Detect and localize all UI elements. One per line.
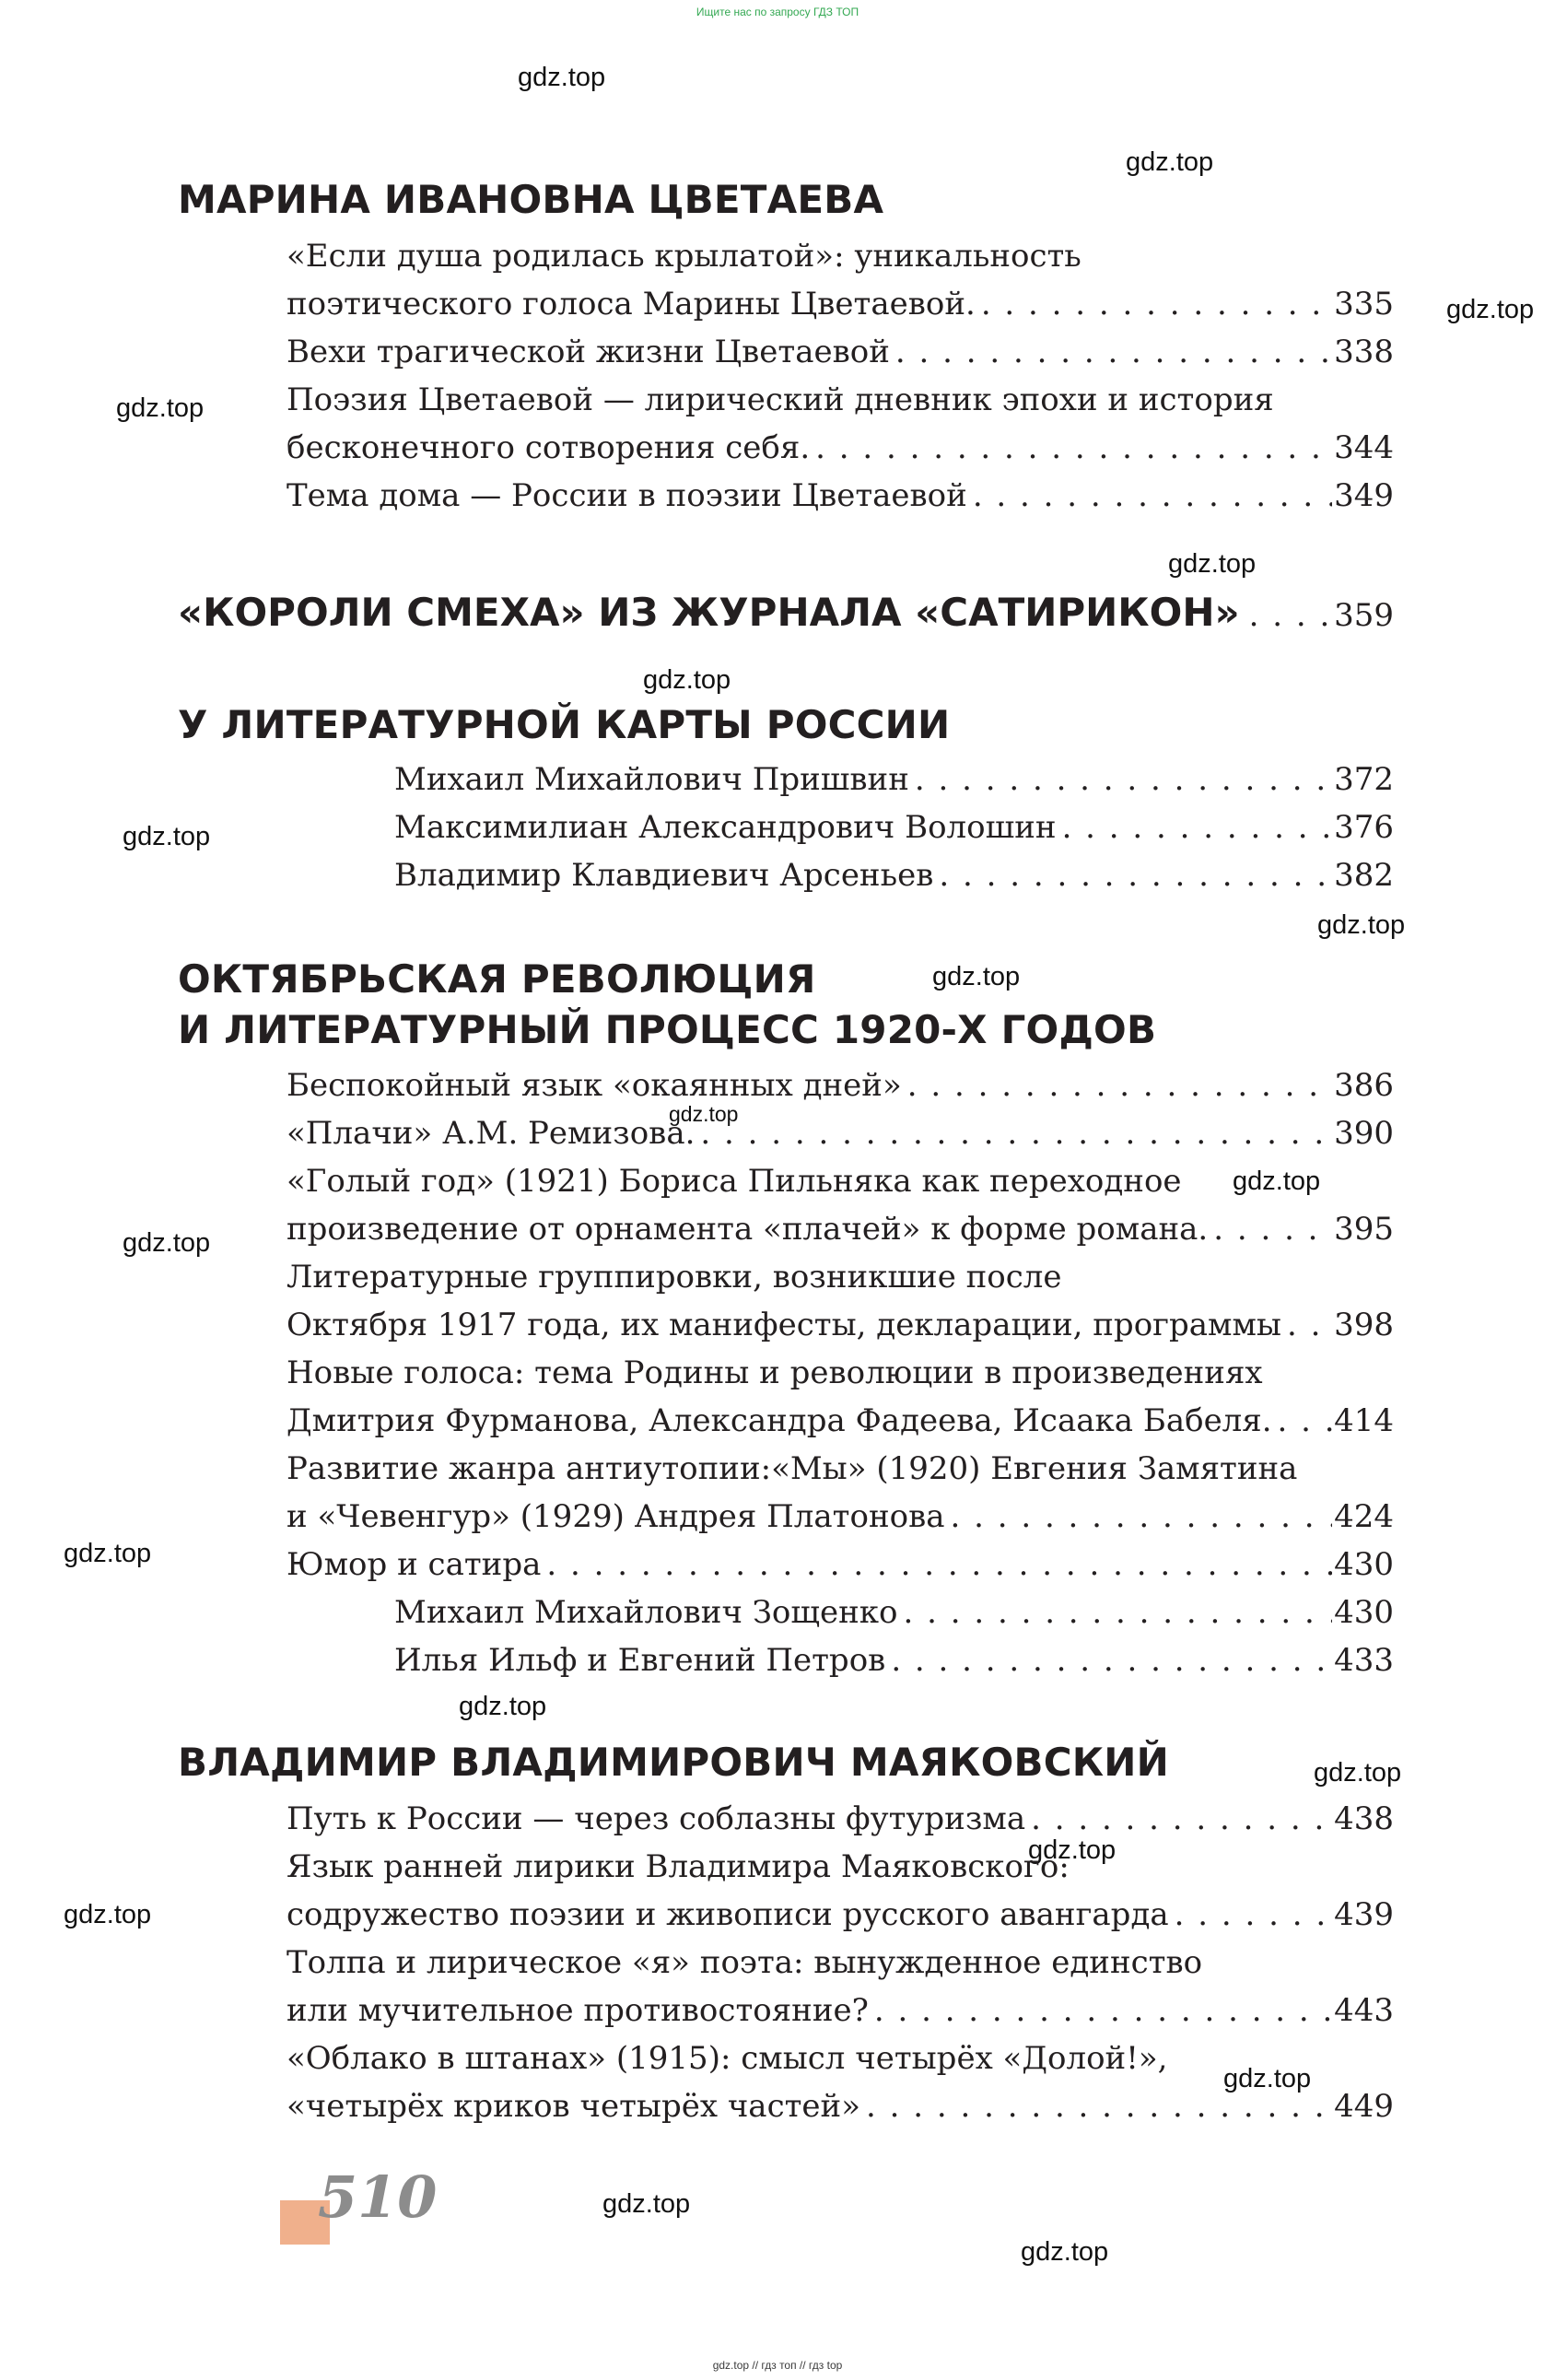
toc-entry	[394, 756, 1394, 803]
watermark: gdz.top	[1317, 910, 1406, 940]
toc-entry-page: 335	[1334, 286, 1394, 322]
toc-entry-text: произведение от орнамента «плачей» к форме романа.	[286, 1211, 1209, 1248]
toc-entry	[286, 328, 1394, 376]
leader-dots	[895, 328, 1332, 376]
watermark: gdz.top	[123, 1228, 211, 1258]
leader-dots	[950, 1493, 1332, 1541]
toc-entry	[286, 1493, 1394, 1541]
toc-entry-page: 338	[1334, 334, 1394, 370]
leader-dots	[1031, 1795, 1332, 1843]
leader-dots	[815, 424, 1332, 472]
watermark: gdz.top	[1314, 1758, 1402, 1788]
leader-dots	[973, 472, 1332, 520]
section-title: МАРИНА ИВАНОВНА ЦВЕТАЕВА	[178, 177, 884, 222]
toc-entry-page: 439	[1334, 1896, 1394, 1933]
watermark: gdz.top	[932, 962, 1021, 991]
leader-dots	[915, 756, 1332, 803]
toc-entry-page: 449	[1334, 2088, 1394, 2125]
toc-entry	[286, 280, 1394, 328]
toc-entry-text: Язык ранней лирики Владимира Маяковского:	[286, 1848, 1070, 1885]
section-title-line-2: И ЛИТЕРАТУРНЫЙ ПРОЦЕСС 1920-Х ГОДОВ	[178, 1007, 1157, 1052]
leader-dots	[891, 1636, 1332, 1684]
toc-entry	[286, 1795, 1394, 1843]
toc-entry	[286, 472, 1394, 520]
toc-entry	[286, 1987, 1394, 2034]
toc-entry-text: «Облако в штанах» (1915): смысл четырёх «Долой!»,	[286, 2040, 1168, 2077]
leader-dots	[1249, 597, 1332, 634]
toc-entry	[286, 1397, 1394, 1445]
toc-entry	[394, 1589, 1394, 1636]
leader-dots	[939, 851, 1332, 899]
toc-entry-text: «Голый год» (1921) Бориса Пильняка как переходное	[286, 1163, 1182, 1200]
toc-entry-text: «четырёх криков четырёх частей»	[286, 2088, 861, 2125]
section-heading-with-page	[178, 590, 1394, 635]
toc-entry	[286, 424, 1394, 472]
toc-entry	[286, 376, 1394, 424]
leader-dots	[1287, 1301, 1332, 1349]
header-note: Ищите нас по запросу ГДЗ ТОП	[696, 6, 859, 18]
toc-entry-text: «Если душа родилась крылатой»: уникальность	[286, 238, 1081, 275]
watermark: gdz.top	[64, 1539, 152, 1568]
toc-entry-text: Тема дома — России в поэзии Цветаевой	[286, 477, 967, 514]
toc-entry-page: 398	[1334, 1307, 1394, 1343]
watermark: gdz.top	[602, 2189, 691, 2219]
toc-entry-text: поэтического голоса Марины Цветаевой.	[286, 286, 976, 322]
toc-entry	[394, 851, 1394, 899]
toc-entry-text: Михаил Михайлович Пришвин	[394, 761, 909, 798]
toc-entry-page: 433	[1334, 1642, 1394, 1679]
section-title: «КОРОЛИ СМЕХА» ИЗ ЖУРНАЛА «САТИРИКОН»	[178, 590, 1240, 635]
toc-entry-page: 390	[1334, 1115, 1394, 1152]
leader-dots	[904, 1589, 1333, 1636]
toc-entry-page: 430	[1334, 1594, 1394, 1631]
section-title: ВЛАДИМИР ВЛАДИМИРОВИЧ МАЯКОВСКИЙ	[178, 1740, 1169, 1785]
watermark: gdz.top	[116, 393, 205, 423]
watermark: gdz.top	[1223, 2064, 1312, 2093]
watermark: gdz.top	[643, 665, 731, 695]
section-title-line-1: ОКТЯБРЬСКАЯ РЕВОЛЮЦИЯ	[178, 956, 816, 1002]
watermark: gdz.top	[1233, 1167, 1321, 1196]
toc-entry	[394, 1636, 1394, 1684]
watermark: gdz.top	[1446, 295, 1535, 324]
leader-dots	[546, 1541, 1332, 1589]
watermark: gdz.top	[518, 63, 606, 92]
page-number: 510	[318, 2163, 438, 2231]
toc-entry-text: Владимир Клавдиевич Арсеньев	[394, 857, 934, 894]
toc-entry	[286, 1349, 1394, 1397]
watermark: gdz.top	[123, 822, 211, 851]
toc-entry-text: Вехи трагической жизни Цветаевой	[286, 334, 890, 370]
toc-entry-text: Октября 1917 года, их манифесты, декларации, программы	[286, 1307, 1281, 1343]
watermark: gdz.top	[64, 1900, 152, 1929]
toc-entry	[286, 1157, 1394, 1205]
footer-note: gdz.top // гдз топ // гдз top	[712, 2359, 843, 2372]
leader-dots	[981, 280, 1332, 328]
toc-entry-text: и «Чевенгур» (1929) Андрея Платонова	[286, 1498, 945, 1535]
toc-entry-page: 395	[1334, 1211, 1394, 1248]
leader-dots	[907, 1061, 1332, 1109]
toc-entry	[394, 803, 1394, 851]
toc-entry-text: Юмор и сатира	[286, 1546, 542, 1583]
toc-entry-text: «Плачи» А.М. Ремизова.	[286, 1115, 696, 1152]
leader-dots	[1062, 803, 1333, 851]
toc-entry-text: Поэзия Цветаевой — лирический дневник эпохи и история	[286, 381, 1274, 418]
toc-entry-text: Литературные группировки, возникшие после	[286, 1259, 1062, 1296]
toc-entry	[286, 1301, 1394, 1349]
toc-entry-page: 386	[1334, 1067, 1394, 1104]
toc-entry-text: или мучительное противостояние?	[286, 1992, 869, 2029]
toc-entry	[286, 1891, 1394, 1939]
toc-entry-page: 443	[1334, 1992, 1394, 2029]
toc-entry-text: Путь к России — через соблазны футуризма	[286, 1800, 1026, 1837]
toc-entry	[286, 1939, 1394, 1987]
toc-entry	[286, 1109, 1394, 1157]
toc-entry-page: 424	[1334, 1498, 1394, 1535]
toc-entry-text: Толпа и лирическое «я» поэта: вынужденное единство	[286, 1944, 1203, 1981]
toc-entry	[286, 2034, 1394, 2082]
toc-entry-text: Беспокойный язык «окаянных дней»	[286, 1067, 902, 1104]
toc-entry-page: 414	[1334, 1402, 1394, 1439]
watermark: gdz.top	[459, 1692, 547, 1721]
toc-entry-page: 438	[1334, 1800, 1394, 1837]
toc-entry	[286, 1843, 1394, 1891]
leader-dots	[1175, 1891, 1332, 1939]
toc-entry-text: содружество поэзии и живописи русского авангарда	[286, 1896, 1169, 1933]
toc-entry-page: 349	[1334, 477, 1394, 514]
toc-entry-page: 376	[1334, 809, 1394, 846]
toc-entry-page: 372	[1334, 761, 1394, 798]
leader-dots	[700, 1109, 1332, 1157]
toc-entry-text: Михаил Михайлович Зощенко	[394, 1594, 898, 1631]
toc-entry-page: 382	[1334, 857, 1394, 894]
toc-entry-text: бесконечного сотворения себя.	[286, 429, 811, 466]
leader-dots	[874, 1987, 1332, 2034]
leader-dots	[1213, 1205, 1332, 1253]
watermark: gdz.top	[1021, 2237, 1109, 2267]
toc-entry-text: Максимилиан Александрович Волошин	[394, 809, 1057, 846]
toc-entry	[286, 1541, 1394, 1589]
toc-entry-text: Дмитрия Фурманова, Александра Фадеева, Исаака Бабеля.	[286, 1402, 1272, 1439]
toc-entry	[286, 2082, 1394, 2130]
toc-entry	[286, 1205, 1394, 1253]
toc-entry-page: 430	[1334, 1546, 1394, 1583]
toc-entry	[286, 1061, 1394, 1109]
toc-entry-text: Развитие жанра антиутопии:«Мы» (1920) Евгения Замятина	[286, 1450, 1298, 1487]
leader-dots	[866, 2082, 1332, 2130]
toc-entry-text: Новые голоса: тема Родины и революции в произведениях	[286, 1354, 1263, 1391]
section-page: 359	[1334, 597, 1394, 634]
toc-entry	[286, 232, 1394, 280]
leader-dots	[1278, 1397, 1333, 1445]
toc-entry	[286, 1253, 1394, 1301]
watermark: gdz.top	[1126, 147, 1214, 177]
toc-entry-text: Илья Ильф и Евгений Петров	[394, 1642, 886, 1679]
watermark: gdz.top	[1028, 1835, 1117, 1865]
watermark: gdz.top	[669, 1102, 739, 1126]
toc-entry-page: 344	[1334, 429, 1394, 466]
toc-entry	[286, 1445, 1394, 1493]
section-title: У ЛИТЕРАТУРНОЙ КАРТЫ РОССИИ	[178, 702, 951, 747]
watermark: gdz.top	[1168, 549, 1257, 579]
